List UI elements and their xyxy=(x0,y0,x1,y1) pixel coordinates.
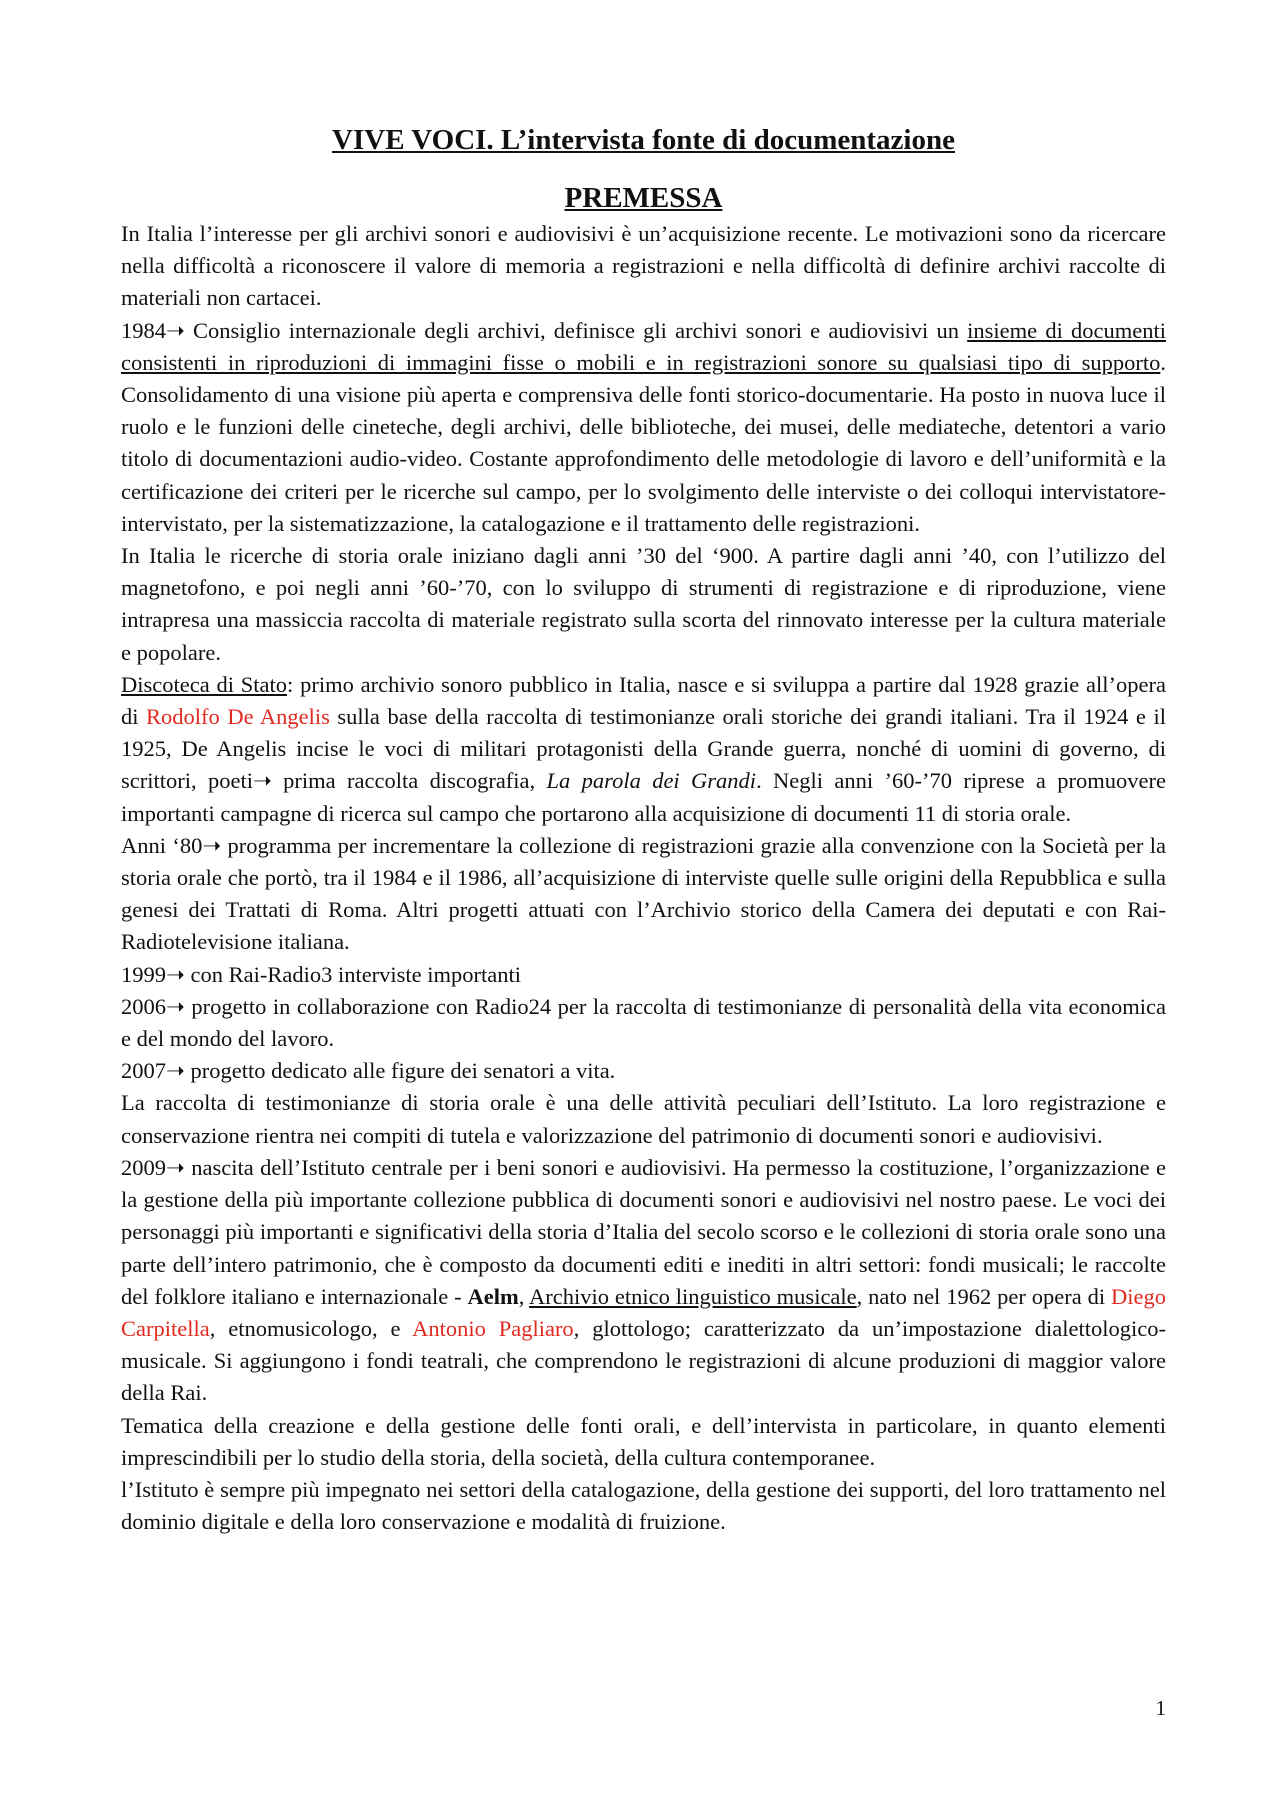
name-diego-carpitella: Diego Carpitella xyxy=(121,1283,1166,1341)
discoteca-text-b: sulla base della raccolta di testimonianze orali storiche dei grandi italiani. Tra il 1924 e il 1925, De Angelis incise le voci di militari protagonisti della Grande guerra, nonché di uomini di governo, di scrittori, poeti➝ prima raccolta discografia, xyxy=(121,704,1166,794)
body-text xyxy=(121,218,1166,1538)
paragraph-2009 xyxy=(121,1152,1166,1410)
paragraph-intro: In Italia l’interesse per gli archivi sonori e audiovisivi è un’acquisizione recente. Le motivazioni sono da ricercare nella difficoltà a riconoscere il valore di memoria a registrazioni e nella difficoltà di definire archivi raccolte di materiali non cartacei. xyxy=(121,221,1166,311)
paragraph-tematica: Tematica della creazione e della gestione delle fonti orali, e dell’intervista in particolare, in quanto elementi imprescindibili per lo studio della storia, della società, della cultura contemporanee. xyxy=(121,1412,1166,1470)
paragraph-discoteca xyxy=(121,669,1166,830)
name-rodolfo-de-angelis: Rodolfo De Angelis xyxy=(146,704,330,730)
definition-underlined: insieme di documenti consistenti in riproduzioni di immagini fisse o mobili e in registrazioni sonore su qualsiasi tipo di supporto xyxy=(121,317,1166,375)
paragraph-2009-c: , nato nel 1962 per opera di xyxy=(856,1283,1111,1309)
paragraph-2009-a: 2009➝ nascita dell’Istituto centrale per i beni sonori e audiovisivi. Ha permesso la costituzione, l’organizzazione e la gestione della più importante collezione pubblica di documenti sonori e audiovisivi nel nostro paese. Le voci dei personaggi più importanti e significativi della storia d’Italia del secolo scorso e le collezioni di storia orale sono una parte dell’intero patrimonio, che è composto da documenti editi e inediti in altri settori: fondi musicali; le raccolte del folklore italiano e internazionale - xyxy=(121,1154,1166,1309)
paragraph-2009-b: , xyxy=(518,1283,530,1309)
paragraph-1984-lead: 1984➝ Consiglio internazionale degli archivi, definisce gli archivi sonori e audiovisivi un xyxy=(121,317,968,343)
section-heading: PREMESSA xyxy=(564,182,723,214)
paragraph-2009-d: , etnomusicologo, e xyxy=(209,1315,413,1341)
title-la-parola-dei-grandi: La parola dei Grandi xyxy=(546,768,757,794)
paragraph-istituto: l’Istituto è sempre più impegnato nei settori della catalogazione, della gestione dei supporti, del loro trattamento nel dominio digitale e della loro conservazione e modalità di fruizione. xyxy=(121,1476,1166,1535)
document-title: VIVE VOCI. L’intervista fonte di documentazione xyxy=(332,124,955,156)
paragraph-1984 xyxy=(121,315,1166,540)
paragraph-2007: 2007➝ progetto dedicato alle figure dei senatori a vita. xyxy=(121,1058,616,1084)
page-number: 1 xyxy=(1155,1696,1166,1720)
paragraph-1984-rest: . Consolidamento di una visione più aperta e comprensiva delle fonti storico-documentarie. Ha posto in nuova luce il ruolo e le funzioni delle cineteche, degli archivi, delle biblioteche, dei musei, delle mediateche, detentori a vario titolo di documentazioni audio-video. Costante approfondimento delle metodologie di lavoro e dell’uniformità e la certificazione dei criteri per le ricerche sul campo, per lo svolgimento delle interviste o dei colloqui intervistatore-intervistato, per la sistematizzazione, la catalogazione e il trattamento delle registrazioni. xyxy=(121,349,1166,536)
paragraph-raccolta: La raccolta di testimonianze di storia orale è una delle attività peculiari dell’Istituto. La loro registrazione e conservazione rientra nei compiti di tutela e valorizzazione del patrimonio di documenti sonori e audiovisivi. xyxy=(121,1090,1166,1148)
acronym-aelm: Aelm xyxy=(467,1283,519,1309)
paragraph-oral-history: In Italia le ricerche di storia orale iniziano dagli anni ’30 del ‘900. A partire dagli anni ’40, con l’utilizzo del magnetofono, e poi negli anni ’60-’70, con lo sviluppo di strumenti di registrazione e di riproduzione, viene intrapresa una massiccia raccolta di materiale registrato sulla scorta del rinnovato interesse per la cultura materiale e popolare. xyxy=(121,543,1166,665)
name-antonio-pagliaro: Antonio Pagliaro xyxy=(412,1315,574,1341)
paragraph-1999: 1999➝ con Rai-Radio3 interviste importanti xyxy=(121,961,522,987)
archivio-etnico-label: Archivio etnico linguistico musicale xyxy=(529,1283,857,1309)
paragraph-2009-e: , glottologo; caratterizzato da un’impostazione dialettologico-musicale. Si aggiungono i fondi teatrali, che comprendono le registrazioni di alcune produzioni di maggior valore della Rai. xyxy=(121,1315,1166,1406)
discoteca-text-a: : primo archivio sonoro pubblico in Italia, nasce e si sviluppa a partire dal 1928 grazie all’opera di xyxy=(121,671,1166,730)
discoteca-di-stato-label: Discoteca di Stato xyxy=(121,671,288,697)
discoteca-text-c: . Negli anni ’60-’70 riprese a promuovere importanti campagne di ricerca sul campo che portarono alla acquisizione di documenti 11 di storia orale. xyxy=(121,768,1166,826)
paragraph-2006: 2006➝ progetto in collaborazione con Radio24 per la raccolta di testimonianze di personalità della vita economica e del mondo del lavoro. xyxy=(121,993,1166,1052)
paragraph-anni-80: Anni ‘80➝ programma per incrementare la collezione di registrazioni grazie alla convenzione con la Società per la storia orale che portò, tra il 1984 e il 1986, all’acquisizione di interviste quelle sulle origini della Repubblica e sulla genesi dei Trattati di Roma. Altri progetti attuati con l’Archivio storico della Camera dei deputati e con Rai-Radiotelevisione italiana. xyxy=(121,832,1166,955)
